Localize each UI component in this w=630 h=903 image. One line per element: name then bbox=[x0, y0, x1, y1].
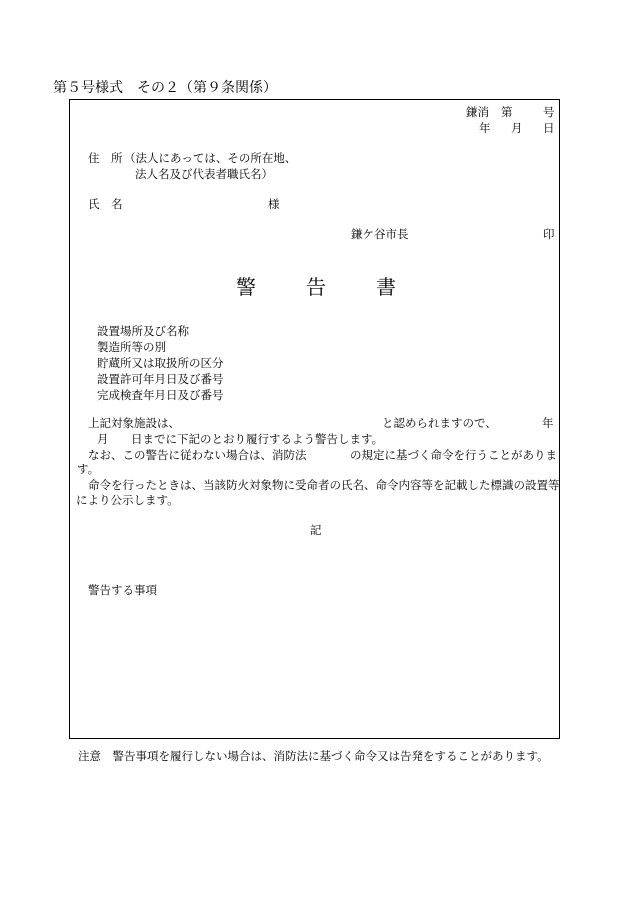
warning-items-label: 警告する事項 bbox=[88, 583, 157, 597]
document-title-char-1: 警 bbox=[236, 275, 256, 299]
number-prefix: 鎌消 bbox=[466, 105, 489, 119]
issuer-title: 鎌ケ谷市長 bbox=[351, 227, 409, 241]
body-line2-month: 月 bbox=[97, 432, 109, 446]
ki-mark: 記 bbox=[310, 523, 322, 537]
body-line1-mid: と認められますので、 bbox=[382, 416, 497, 430]
body-line3-start: なお、この警告に従わない場合は、消防法 bbox=[88, 448, 307, 462]
issuer-seal: 印 bbox=[543, 227, 555, 241]
body-line2-rest: 日までに下記のとおり履行するよう警告します。 bbox=[131, 432, 384, 446]
address-note-line1: （法人にあっては、その所在地、 bbox=[124, 151, 297, 165]
facility-item: 完成検査年月日及び番号 bbox=[97, 388, 224, 402]
body-line1-start: 上記対象施設は、 bbox=[88, 416, 180, 430]
body-line5: 命令を行ったときは、当該防火対象物に受命者の氏名、命令内容等を記載した標識の設置等 bbox=[88, 478, 560, 492]
document-title-char-3: 書 bbox=[376, 275, 396, 299]
document-title-char-2: 告 bbox=[306, 275, 326, 299]
date-year: 年 bbox=[479, 121, 491, 135]
facility-item: 貯蔵所又は取扱所の区分 bbox=[97, 356, 224, 370]
facility-item: 設置許可年月日及び番号 bbox=[97, 372, 224, 386]
name-honorific: 様 bbox=[268, 197, 280, 211]
address-note-line2: 法人名及び代表者職氏名） bbox=[135, 167, 273, 181]
date-day: 日 bbox=[543, 121, 555, 135]
date-month: 月 bbox=[511, 121, 523, 135]
facility-item: 製造所等の別 bbox=[97, 340, 166, 354]
number-go: 号 bbox=[543, 105, 555, 119]
body-line4: す。 bbox=[77, 462, 100, 476]
body-line1-year: 年 bbox=[542, 416, 554, 430]
name-label: 氏 名 bbox=[88, 197, 123, 211]
body-line3-end: の規定に基づく命令を行うことがありま bbox=[350, 448, 557, 462]
form-heading: 第５号様式 その２（第９条関係） bbox=[53, 80, 277, 96]
address-label: 住 所 bbox=[88, 151, 123, 165]
facility-item: 設置場所及び名称 bbox=[97, 324, 189, 338]
footer-note: 注意 警告事項を履行しない場合は、消防法に基づく命令又は告発をすることがあります。 bbox=[78, 749, 549, 763]
body-line6: により公示します。 bbox=[76, 493, 179, 507]
number-dai: 第 bbox=[501, 105, 513, 119]
